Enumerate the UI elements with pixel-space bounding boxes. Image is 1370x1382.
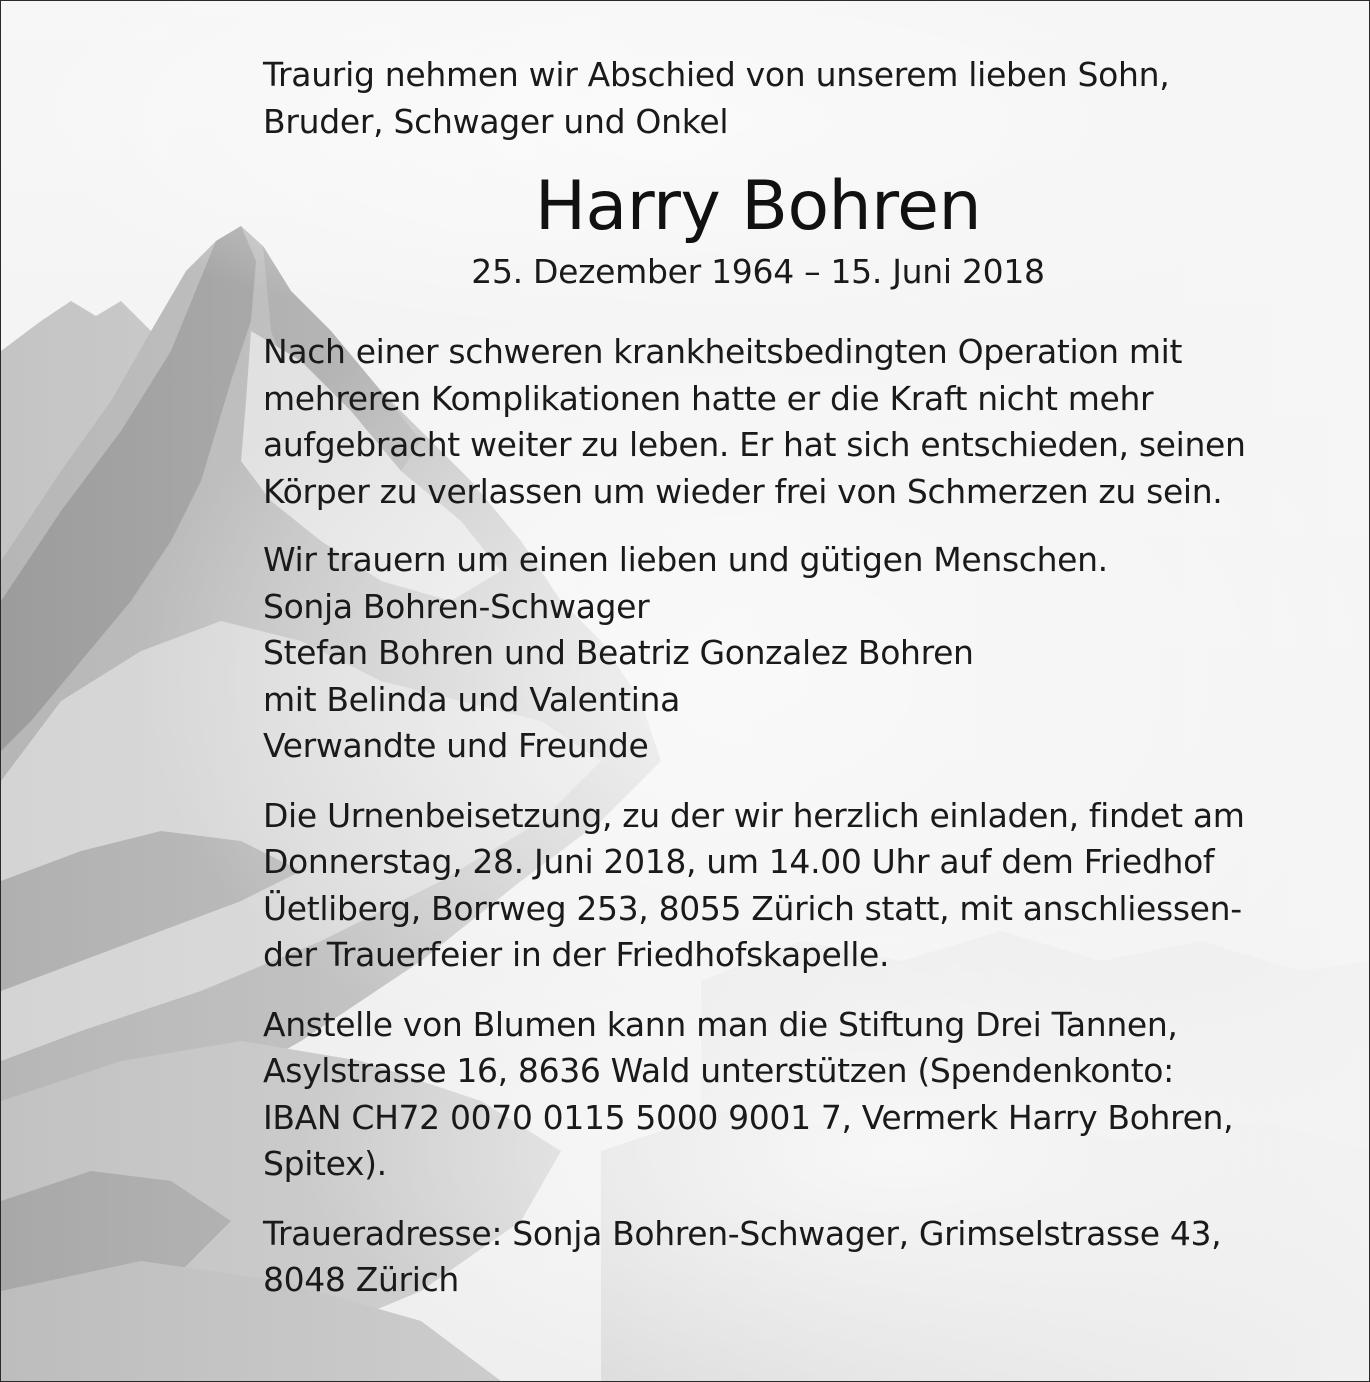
mourner-name: mit Belinda und Valentina bbox=[263, 679, 680, 719]
paragraph-donation bbox=[263, 1002, 1263, 1188]
text-line: Donnerstag, 28. Juni 2018, um 14.00 Uhr auf dem Friedhof bbox=[263, 842, 1215, 881]
mourner-name: Stefan Bohren und Beatriz Gonzalez Bohren bbox=[263, 633, 974, 672]
intro-line: Traurig nehmen wir Abschied von unserem lieben Sohn, bbox=[263, 55, 1170, 94]
text-line: Die Urnenbeisetzung, zu der wir herzlich einladen, findet am bbox=[263, 795, 1245, 835]
paragraph-burial bbox=[263, 793, 1263, 979]
text-line: Asylstrasse 16, 8636 Wald unterstützen (Spendenkonto: bbox=[263, 1051, 1174, 1090]
deceased-name: Harry Bohren bbox=[534, 167, 982, 246]
text-line: Anstelle von Blumen kann man die Stiftung Drei Tannen, bbox=[263, 1004, 1178, 1044]
intro-text bbox=[263, 51, 1263, 145]
text-line: Körper zu verlassen um wieder frei von Schmerzen zu sein. bbox=[263, 471, 1223, 511]
mourner-name: Verwandte und Freunde bbox=[263, 726, 649, 765]
text-line: IBAN CH72 0070 0115 5000 9001 7, Vermerk Harry Bohren, bbox=[263, 1097, 1234, 1137]
text-line: 8048 Zürich bbox=[263, 1260, 459, 1299]
text-line: Nach einer schweren krankheitsbedingten Operation mit bbox=[263, 332, 1183, 371]
notice-text-block bbox=[263, 51, 1263, 1304]
text-line: der Trauerfeier in der Friedhofskapelle. bbox=[263, 935, 890, 974]
text-line: Spitex). bbox=[263, 1144, 387, 1183]
paragraph-mourners bbox=[263, 537, 1263, 770]
mourner-name: Sonja Bohren-Schwager bbox=[263, 586, 650, 626]
text-line: aufgebracht weiter zu leben. Er hat sich entschieden, seinen bbox=[263, 425, 1246, 464]
text-line: Üetliberg, Borrweg 253, 8055 Zürich statt, mit anschliessen- bbox=[263, 888, 1242, 928]
text-line: mehreren Komplikationen hatte er die Kraft nicht mehr bbox=[263, 378, 1154, 418]
paragraph-illness bbox=[263, 329, 1263, 515]
text-line: Traueradresse: Sonja Bohren-Schwager, Grimselstrasse 43, bbox=[263, 1213, 1222, 1253]
intro-line: Bruder, Schwager und Onkel bbox=[263, 102, 729, 141]
life-dates: 25. Dezember 1964 – 15. Juni 2018 bbox=[471, 252, 1045, 291]
paragraph-address bbox=[263, 1211, 1263, 1304]
text-line: Wir trauern um einen lieben und gütigen Menschen. bbox=[263, 540, 1108, 579]
